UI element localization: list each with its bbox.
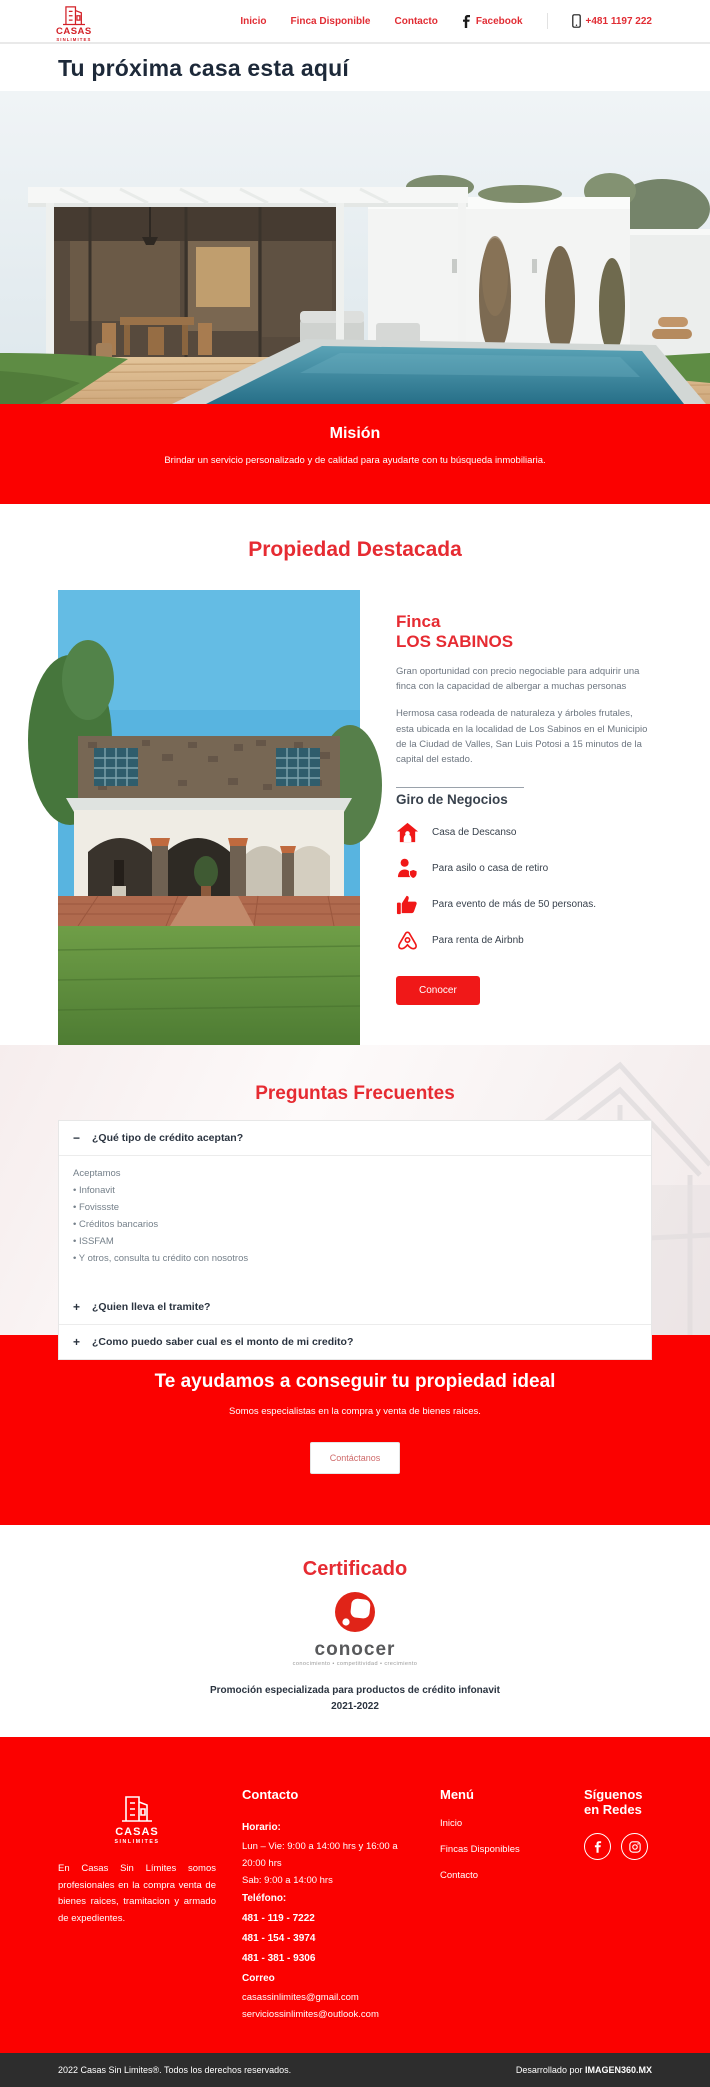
house-icon	[396, 821, 419, 844]
footer-about-col	[58, 1787, 216, 2023]
conocer-logo	[293, 1591, 418, 1667]
giro-item-label: Para evento de más de 50 personas.	[432, 899, 596, 911]
email-2[interactable]: serviciossinlimites@outlook.com	[242, 2009, 379, 2021]
faq-title: Preguntas Frecuentes	[255, 1083, 455, 1104]
logo-buildings-icon	[59, 4, 89, 26]
spacer	[59, 1283, 651, 1290]
logo-text-casas: CASAS	[56, 26, 92, 38]
footer-contact-title: Contacto	[242, 1787, 299, 1802]
collapse-icon: −	[73, 1131, 81, 1145]
header	[0, 0, 710, 44]
horario-line1: Lun – Vie: 9:00 a 14:00 hrs y 16:00 a 20:00 hrs	[242, 1841, 398, 1870]
footer-contact-col	[242, 1787, 414, 2023]
retirement-icon	[396, 857, 419, 880]
certificado-title: Certificado	[302, 1558, 408, 1580]
finca-info	[396, 590, 652, 1045]
footer-menu-contacto[interactable]: Contacto	[440, 1870, 479, 1881]
horario-label: Horario:	[242, 1822, 281, 1833]
conocer-mark-icon	[334, 1591, 376, 1633]
facebook-icon	[594, 1841, 602, 1853]
certificado-caption-line1: Promoción especializada para productos de crédito infonavit	[209, 1685, 501, 1696]
list-item	[396, 893, 652, 916]
footer-social-col	[584, 1787, 652, 2023]
propiedad-destacada-section	[0, 504, 710, 1045]
nav-contacto[interactable]: Contacto	[394, 15, 438, 27]
developed-by: Desarrollado por IMAGEN360.MX	[515, 2065, 652, 2076]
header-divider	[547, 13, 548, 29]
conocer-tagline: conocimiento • competitividad • crecimiento	[292, 1661, 418, 1667]
destacada-title: Propiedad Destacada	[248, 538, 462, 561]
list-item	[396, 929, 652, 952]
phone-icon	[572, 14, 581, 28]
footer-logo-text-sinlimites: SINLIMITES	[114, 1839, 160, 1845]
conocer-button[interactable]: Conocer	[396, 976, 480, 1005]
finca-name-line1: Finca	[396, 612, 441, 631]
telefono-3[interactable]: 481 - 381 - 9306	[242, 1953, 316, 1965]
logo-text-sinlimites: SINLIMITES	[56, 36, 92, 42]
telefono-1[interactable]: 481 - 119 - 7222	[242, 1913, 315, 1925]
cta-subtitle: Somos especialistas en la compra y venta de bienes raices.	[229, 1406, 481, 1417]
hero-title-bar	[0, 44, 710, 91]
footer-menu-title: Menú	[440, 1787, 474, 1802]
airbnb-icon	[396, 929, 419, 952]
footer	[0, 1737, 710, 2053]
thumbs-up-icon	[396, 893, 419, 916]
list-item	[396, 857, 652, 880]
expand-icon: +	[73, 1300, 81, 1315]
nav-inicio[interactable]: Inicio	[240, 15, 267, 27]
facebook-link[interactable]	[462, 15, 523, 28]
certificado-section	[0, 1525, 710, 1737]
conocer-wordmark: conocer	[314, 1639, 396, 1660]
expand-icon: +	[73, 1335, 81, 1350]
nav-finca-disponible[interactable]: Finca Disponible	[290, 15, 371, 27]
faq-question-2[interactable]: + ¿Quien lleva el tramite?	[73, 1300, 211, 1315]
cta-band	[0, 1335, 710, 1525]
developer-name: IMAGEN360.MX	[584, 2065, 652, 2076]
footer-social-title: Síguenos en Redes	[584, 1787, 643, 1817]
phone-link[interactable]	[572, 14, 652, 28]
finca-paragraph-1: Gran oportunidad con precio negociable para adquirir una finca con la capacidad de albergar a muchas personas	[396, 666, 640, 693]
horario-line2: Sab: 9:00 a 14:00 hrs	[242, 1875, 333, 1887]
footer-logo-buildings-icon	[117, 1793, 157, 1823]
copyright-text: 2022 Casas Sin Limites®. Todos los derechos reservados.	[58, 2065, 292, 2076]
footer-menu-col	[440, 1787, 558, 2023]
instagram-social-button[interactable]	[621, 1833, 648, 1860]
footer-menu-fincas[interactable]: Fincas Disponibles	[440, 1844, 520, 1855]
footer-about-text: En Casas Sin Límites somos profesionales en la compra venta de bienes raices, tramitacion y armado de expedientes.	[58, 1863, 216, 1925]
instagram-icon	[629, 1841, 641, 1853]
hero-house-pool-image	[0, 91, 710, 404]
correo-label: Correo	[242, 1973, 275, 1985]
giro-divider	[396, 787, 524, 788]
giro-item-label: Para asilo o casa de retiro	[432, 863, 549, 875]
telefono-2[interactable]: 481 - 154 - 3974	[242, 1933, 316, 1945]
mision-band	[0, 404, 710, 504]
list-item	[396, 821, 652, 844]
faq-question-3[interactable]: + ¿Como puedo saber cual es el monto de mi credito?	[59, 1324, 651, 1359]
logo[interactable]	[56, 0, 92, 42]
faq-section	[0, 1045, 710, 1350]
footer-logo-text-casas: CASAS	[115, 1826, 159, 1838]
facebook-label: Facebook	[475, 15, 523, 27]
faq-accordion	[58, 1120, 652, 1360]
faq-question-1[interactable]: − ¿Qué tipo de crédito aceptan?	[73, 1131, 244, 1145]
giro-title: Giro de Negocios	[396, 792, 508, 808]
contactanos-button[interactable]: Contáctanos	[310, 1442, 401, 1474]
email-1[interactable]: casassinlimites@gmail.com	[242, 1992, 359, 2004]
hero-title: Tu próxima casa esta aquí	[58, 55, 349, 81]
giro-list	[396, 821, 652, 952]
finca-paragraph-2: Hermosa casa rodeada de naturaleza y árboles frutales, esta ubicada en la localidad de Los Sabinos en el Municipio de la Ciudad de Valles, San Luis Potosi a 15 minutos de la capital del estado.	[396, 708, 648, 766]
cta-title: Te ayudamos a conseguir tu propiedad ideal	[154, 1371, 556, 1392]
giro-item-label: Casa de Descanso	[432, 827, 517, 839]
bottom-bar	[0, 2053, 710, 2087]
footer-menu-inicio[interactable]: Inicio	[440, 1818, 463, 1829]
telefono-label: Teléfono:	[242, 1893, 287, 1905]
facebook-icon	[462, 15, 471, 28]
main-nav	[240, 13, 652, 29]
certificado-caption-line2: 2021-2022	[331, 1700, 379, 1712]
finca-property-photo	[58, 590, 360, 1045]
footer-logo	[87, 1793, 187, 1845]
finca-name-line2: LOS SABINOS	[396, 632, 514, 652]
giro-item-label: Para renta de Airbnb	[432, 935, 524, 947]
faq-answer-1: Aceptamos • Infonavit • Fovissste • Créditos bancarios • ISSFAM • Y otros, consulta tu crédito con nosotros	[59, 1155, 651, 1283]
mision-title: Misión	[329, 425, 381, 442]
phone-number: +481 1197 222	[585, 15, 652, 27]
mision-text: Brindar un servicio personalizado y de calidad para ayudarte con tu búsqueda inmobiliaria.	[164, 455, 546, 466]
facebook-social-button[interactable]	[584, 1833, 611, 1860]
